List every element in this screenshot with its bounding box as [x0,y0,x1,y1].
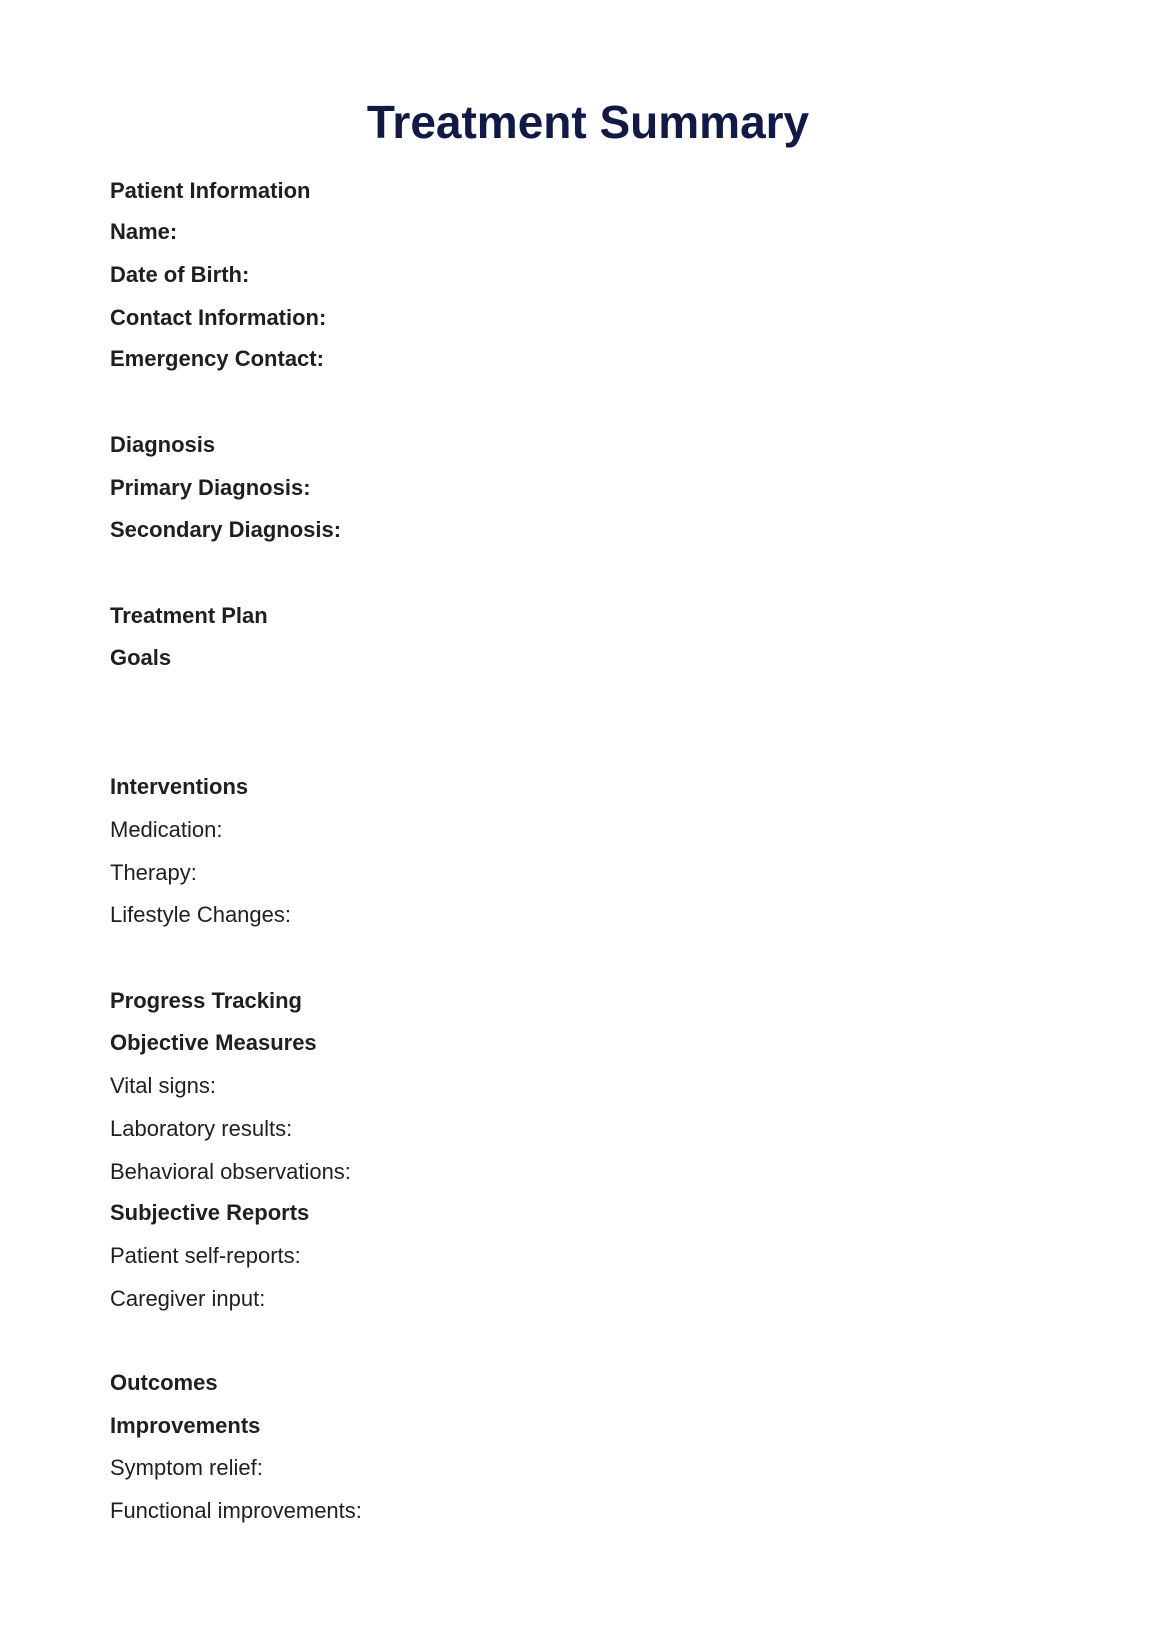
label-symptom-relief: Symptom relief: [110,1455,263,1480]
section-heading-treatment-plan: Treatment Plan [110,603,268,628]
section-heading-patient-information: Patient Information [110,178,311,203]
label-caregiver-input: Caregiver input: [110,1286,266,1311]
label-laboratory-results: Laboratory results: [110,1116,293,1141]
label-date-of-birth: Date of Birth: [110,262,250,287]
section-heading-interventions: Interventions [110,774,249,799]
label-emergency-contact: Emergency Contact: [110,346,324,371]
label-patient-self-reports: Patient self-reports: [110,1243,301,1268]
label-name: Name: [110,219,178,244]
subheading-objective-measures: Objective Measures [110,1030,317,1055]
label-secondary-diagnosis: Secondary Diagnosis: [110,517,342,542]
section-heading-progress-tracking: Progress Tracking [110,988,302,1013]
label-primary-diagnosis: Primary Diagnosis: [110,475,311,500]
label-vital-signs: Vital signs: [110,1073,216,1098]
section-heading-diagnosis: Diagnosis [110,432,216,457]
subheading-subjective-reports: Subjective Reports [110,1200,310,1225]
label-medication: Medication: [110,817,223,842]
subheading-improvements: Improvements [110,1413,261,1438]
section-heading-outcomes: Outcomes [110,1370,218,1395]
label-therapy: Therapy: [110,860,197,885]
page-title: Treatment Summary [366,96,810,148]
label-behavioral-observations: Behavioral observations: [110,1159,351,1184]
label-functional-improvements: Functional improvements: [110,1498,362,1523]
label-lifestyle-changes: Lifestyle Changes: [110,902,291,927]
subheading-goals: Goals [110,645,172,670]
label-contact-information: Contact Information: [110,305,327,330]
